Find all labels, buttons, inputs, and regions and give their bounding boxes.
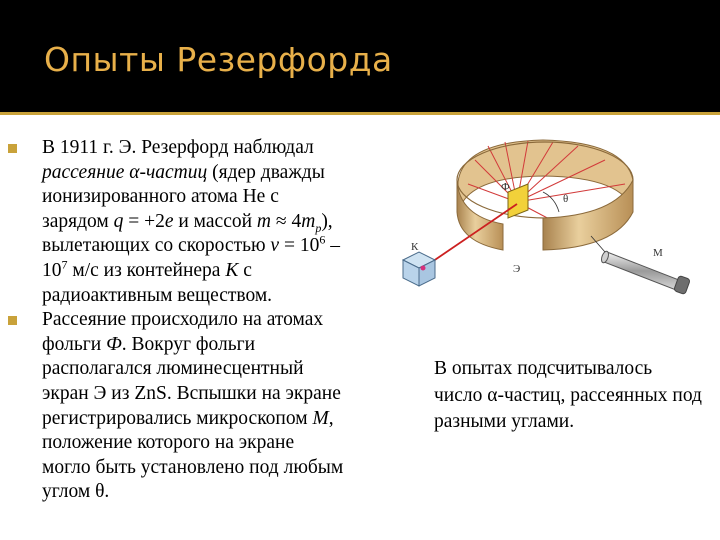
bullet-marker-icon xyxy=(8,144,17,153)
symbol-m: m xyxy=(301,210,316,232)
bullet-list xyxy=(8,136,393,505)
label-phi: Ф xyxy=(501,181,510,193)
bullet-text: ), xyxy=(321,210,333,232)
source-dot xyxy=(421,266,426,271)
subscript-p: p xyxy=(315,220,322,235)
bullet-text: фольги xyxy=(42,333,107,355)
title-divider xyxy=(0,112,720,115)
bullet-text: располагался люминесцентный xyxy=(42,358,304,380)
bullet-text: углом θ. xyxy=(42,481,110,503)
bullet-text: = 10 xyxy=(279,235,320,257)
bullet-text: ионизированного атома He с xyxy=(42,186,279,208)
symbol-v: v xyxy=(270,235,280,257)
symbol-m: М xyxy=(312,407,329,429)
bullet-text: (ядер дважды xyxy=(207,161,325,183)
label-m: М xyxy=(653,247,663,259)
bullet-text: с xyxy=(238,259,252,281)
bullet-text: Рассеяние происходило на атомах xyxy=(42,309,324,331)
symbol-q: q xyxy=(113,210,124,232)
microscope-m xyxy=(600,250,690,294)
bullet-item-experiment xyxy=(8,136,393,308)
container-k xyxy=(403,252,435,286)
screen-ring-inner-wall xyxy=(458,140,633,214)
symbol-k: K xyxy=(225,259,239,281)
slide-title: Опыты Резерфорда xyxy=(44,40,393,79)
bullet-text: экран Э из ZnS. Вспышки на экране xyxy=(42,382,341,404)
symbol-m: m xyxy=(256,210,272,232)
bullet-text: вылетающих со скоростью xyxy=(42,235,271,257)
bullet-marker-icon xyxy=(8,316,17,325)
bullet-text: – xyxy=(325,235,340,257)
symbol-e: e xyxy=(164,210,174,232)
bullet-text: положение которого на экране xyxy=(42,432,295,454)
symbol-phi: Ф xyxy=(106,333,122,355)
bullet-text: 10 xyxy=(42,259,62,281)
rutherford-apparatus-figure xyxy=(393,132,705,312)
bullet-text: , xyxy=(328,407,334,429)
bullet-text-em: рассеяние α-частиц xyxy=(42,161,208,183)
bullet-text: . Вокруг фольги xyxy=(121,333,256,355)
bullet-text: ≈ 4 xyxy=(271,210,302,232)
exponent: 7 xyxy=(61,257,68,272)
bullet-text: В 1911 г. Э. Резерфорд наблюдал xyxy=(42,137,314,158)
title-bar xyxy=(0,0,720,112)
bullet-text: м/с из контейнера xyxy=(67,259,226,281)
figure-caption: В опытах подсчитывалось число α-частиц, рассеянных под разными углами. xyxy=(434,358,702,432)
label-k: К xyxy=(411,241,419,253)
bullet-text: зарядом xyxy=(42,210,114,232)
bullet-text: радиоактивным веществом. xyxy=(42,284,273,306)
label-theta: θ xyxy=(563,193,569,205)
bullet-text: и массой xyxy=(173,210,257,232)
label-e: Э xyxy=(513,263,521,275)
exponent: 6 xyxy=(319,232,326,247)
bullet-text: регистрировались микроскопом xyxy=(42,407,313,429)
bullet-text: могло быть установлено под любым xyxy=(42,456,344,478)
bullet-item-scattering xyxy=(8,308,393,505)
foil xyxy=(508,184,528,218)
bullet-text: = +2 xyxy=(123,210,165,232)
